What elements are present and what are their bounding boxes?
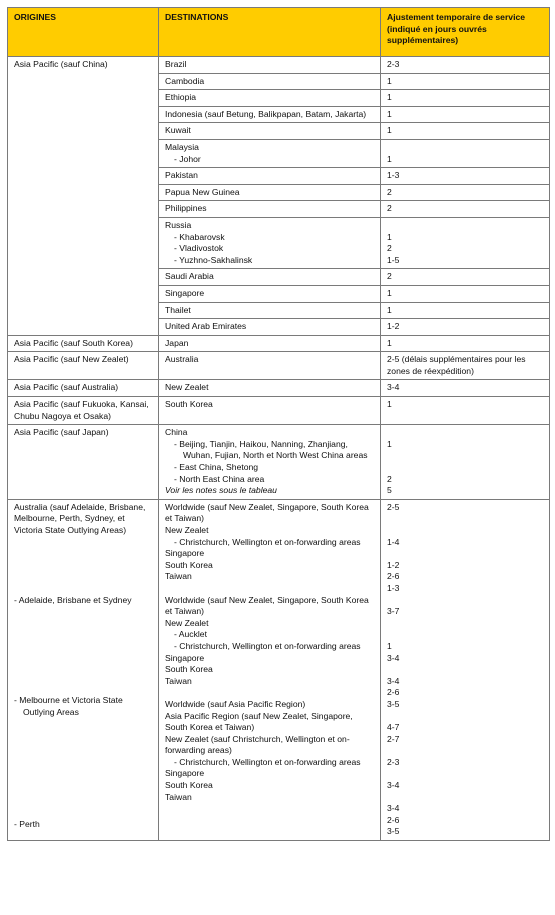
value-line: 1 <box>387 640 392 651</box>
value-line: 3-4 <box>387 803 400 814</box>
header-adjustment: Ajustement temporaire de service (indiqué en jours ouvrés supplémentaires) <box>381 8 550 57</box>
table-row <box>8 335 550 352</box>
table-note: Voir les notes sous le tableau <box>165 485 277 496</box>
value-line: 2 <box>387 473 392 484</box>
origin-cell: Asia Pacific (sauf Fukuoka, Kansai, Chubu Nagoya et Osaka) <box>8 397 159 425</box>
destination-line: Russia <box>165 219 192 230</box>
value-cell <box>381 139 550 167</box>
value-line: 2 <box>387 243 392 254</box>
destination-cell: New Zealet <box>159 380 381 397</box>
table-row <box>8 352 550 380</box>
value-cell: 1 <box>381 335 550 352</box>
origin-cell: Asia Pacific (sauf Japan) <box>8 425 159 500</box>
destination-line: South Korea <box>165 780 213 791</box>
origin-cell: Asia Pacific (sauf South Korea) <box>8 335 159 352</box>
destination-cell: South Korea <box>159 397 381 425</box>
destination-cell: Thailet <box>159 302 381 319</box>
value-line: 1 <box>387 438 392 449</box>
destination-line: Asia Pacific Region (sauf New Zealet, Singapore, South Korea et Taiwan) <box>165 710 353 733</box>
header-destinations: DESTINATIONS <box>159 8 381 57</box>
table-row <box>8 499 550 840</box>
value-cell <box>381 217 550 268</box>
value-line: 2-7 <box>387 733 400 744</box>
destination-cell: Pakistan <box>159 168 381 185</box>
value-line: 1-3 <box>387 582 400 593</box>
destination-subline: - Vladivostok <box>174 243 224 254</box>
destination-subline: - Christchurch, Wellington et on-forwarding areas <box>174 536 361 547</box>
destination-line: Worldwide (sauf New Zealet, Singapore, South Korea et Taiwan) <box>165 594 369 617</box>
destination-cell: United Arab Emirates <box>159 319 381 336</box>
destination-cell: Singapore <box>159 285 381 302</box>
origin-cell: Asia Pacific (sauf Australia) <box>8 380 159 397</box>
destination-cell: Brazil <box>159 57 381 74</box>
destination-subline: - North East China area <box>174 473 265 484</box>
value-line: 2-6 <box>387 687 400 698</box>
value-line: 5 <box>387 485 392 496</box>
value-line: 1-2 <box>387 559 400 570</box>
origin-line: - Perth <box>14 819 40 830</box>
value-line: 2-6 <box>387 814 400 825</box>
destination-cell: Ethiopia <box>159 90 381 107</box>
value-line: 1-4 <box>387 536 400 547</box>
destination-subline: - Christchurch, Wellington et on-forwarding areas <box>174 756 361 767</box>
value-cell: 2-3 <box>381 57 550 74</box>
destination-subline: - Christchurch, Wellington et on-forwarding areas <box>174 640 361 651</box>
destination-cell <box>159 139 381 167</box>
value-line: 3-4 <box>387 780 400 791</box>
value-line: 3-5 <box>387 698 400 709</box>
destination-cell: Philippines <box>159 201 381 218</box>
destination-subline: - Khabarovsk <box>174 231 225 242</box>
destination-line: Taiwan <box>165 571 192 582</box>
value-line: 3-4 <box>387 675 400 686</box>
value-line: 2-5 <box>387 501 400 512</box>
value-cell: 1 <box>381 90 550 107</box>
value-cell: 2 <box>381 201 550 218</box>
service-adjustment-table <box>7 7 550 841</box>
destination-line: Malaysia <box>165 141 199 152</box>
header-origins: ORIGINES <box>8 8 159 57</box>
header-row <box>8 8 550 57</box>
table-row <box>8 57 550 74</box>
destination-cell: Japan <box>159 335 381 352</box>
value-line: 3-4 <box>387 652 400 663</box>
origin-line: - Adelaide, Brisbane et Sydney <box>14 594 132 605</box>
destination-cell <box>159 425 381 500</box>
value-cell: 1 <box>381 123 550 140</box>
destination-cell: Australia <box>159 352 381 380</box>
origin-cell: Asia Pacific (sauf China) <box>8 57 159 336</box>
value-cell: 1 <box>381 73 550 90</box>
table-row <box>8 397 550 425</box>
origin-cell <box>8 499 159 840</box>
value-cell <box>381 499 550 840</box>
value-cell: 1 <box>381 285 550 302</box>
value-line: 3-5 <box>387 826 400 837</box>
destination-line: Worldwide (sauf Asia Pacific Region) <box>165 698 306 709</box>
destination-line: Singapore <box>165 548 205 559</box>
value-cell: 1 <box>381 302 550 319</box>
destination-cell: Saudi Arabia <box>159 269 381 286</box>
value-cell: 2 <box>381 269 550 286</box>
origin-line: Australia (sauf Adelaide, Brisbane, Melbourne, Perth, Sydney, et Victoria State Outlying Areas) <box>14 501 146 535</box>
destination-line: China <box>165 427 188 438</box>
value-cell <box>381 425 550 500</box>
destination-line: New Zealet <box>165 525 209 535</box>
destination-line: New Zealet <box>165 617 209 628</box>
destination-line: New Zealet (sauf Christchurch, Wellington et on-forwarding areas) <box>165 733 350 756</box>
destination-cell: Papua New Guinea <box>159 184 381 201</box>
value-cell: 1-3 <box>381 168 550 185</box>
value-cell: 2-5 (délais supplémentaires pour les zones de réexpédition) <box>381 352 550 380</box>
origin-line: - Melbourne et Victoria State Outlying Areas <box>14 695 123 717</box>
destination-cell: Cambodia <box>159 73 381 90</box>
value-cell: 2 <box>381 184 550 201</box>
table-row <box>8 425 550 500</box>
value-cell: 1 <box>381 397 550 425</box>
destination-cell: Kuwait <box>159 123 381 140</box>
value-cell: 3-4 <box>381 380 550 397</box>
value-line: 2-6 <box>387 571 400 582</box>
destination-line: South Korea <box>165 664 213 675</box>
destination-line: Taiwan <box>165 675 192 686</box>
destination-subline: - Beijing, Tianjin, Haikou, Nanning, Zhanjiang, Wuhan, Fujian, North et North West China areas <box>174 438 368 461</box>
value-cell: 1 <box>381 106 550 123</box>
value-line: 2-3 <box>387 756 400 767</box>
destination-subline: - Yuzhno-Sakhalinsk <box>174 254 253 265</box>
value-cell: 1-2 <box>381 319 550 336</box>
destination-cell <box>159 217 381 268</box>
destination-cell: Indonesia (sauf Betung, Balikpapan, Batam, Jakarta) <box>159 106 381 123</box>
destination-subline: - Johor <box>174 153 201 164</box>
value-line: 3-7 <box>387 606 400 617</box>
value-line: 1 <box>387 231 392 242</box>
value-line: 4-7 <box>387 722 400 733</box>
destination-subline: - Aucklet <box>174 629 207 640</box>
destination-subline: - East China, Shetong <box>174 462 259 473</box>
destination-line: South Korea <box>165 559 213 570</box>
table-row <box>8 380 550 397</box>
origin-cell: Asia Pacific (sauf New Zealet) <box>8 352 159 380</box>
destination-line: Worldwide (sauf New Zealet, Singapore, South Korea et Taiwan) <box>165 501 369 524</box>
destination-line: Singapore <box>165 768 205 779</box>
destination-line: Singapore <box>165 652 205 663</box>
destination-line: Taiwan <box>165 791 192 802</box>
destination-cell <box>159 499 381 840</box>
value-line: 1-5 <box>387 254 400 265</box>
value-line: 1 <box>387 153 392 164</box>
